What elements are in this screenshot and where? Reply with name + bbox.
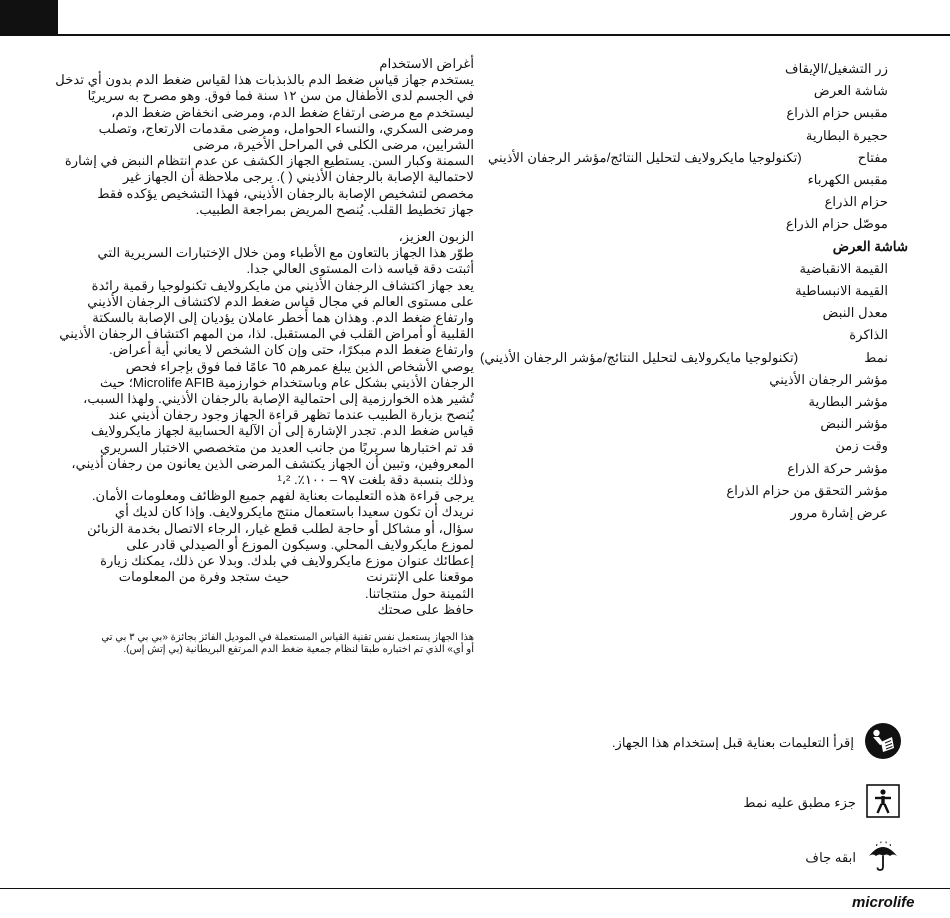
footnote-line: هذا الجهاز يستعمل نفس تقنية القياس المستعملة في الموديل الفائز بجائزة «بي بي ٣ بي تي: [101, 631, 474, 643]
display-list: [480, 258, 888, 524]
parts-item: [480, 213, 888, 235]
display-item-label: وقت زمن: [835, 438, 888, 454]
parts-item-label: زر التشغيل/الإيقاف: [784, 61, 888, 76]
display-item-label: مؤشر النبض: [820, 416, 888, 432]
header-rule: [0, 34, 950, 36]
customer-letter-line: القلبية أو أمراض القلب في المستقبل. لذا، من المهم اكتشاف الرجفان الأذيني: [59, 326, 474, 342]
parts-item: [480, 80, 888, 102]
display-item: [480, 458, 888, 480]
left-column: [12, 56, 474, 657]
symbol-read-instructions-text: إقرأ التعليمات بعناية قبل إستخدام هذا الجهاز.: [611, 734, 854, 750]
customer-letter-line: يوصي الأشخاص الذين يبلغ عمرهم ٦٥ عامًا فما فوق بإجراء فحص: [125, 358, 474, 374]
intended-use-line: جهاز تخطيط القلب. يُنصح المريض بمراجعة الطبيب.: [195, 201, 474, 217]
parts-item-label: مقبس الكهرباء: [807, 172, 888, 188]
display-item: [480, 480, 888, 502]
customer-letter-line: طوّر هذا الجهاز بالتعاون مع الأطباء ومن خلال الإختبارات السريرية التي: [97, 245, 474, 261]
parts-item-label: موصّل حزام الذراع: [785, 216, 888, 232]
instructions-line: سؤال، أو مشاكل أو حاجة لطلب قطع غيار، الرجاء الاتصال بخدمة الزبائن: [87, 520, 474, 536]
display-item-label: مؤشر الرجفان الأذيني: [769, 371, 888, 387]
parts-item: [480, 191, 888, 213]
symbol-read-instructions: [612, 722, 902, 763]
customer-letter-line: الزبون العزيز،: [398, 229, 474, 245]
display-item-label: نمط: [864, 349, 888, 365]
display-item-label: مؤشر حركة الذراع: [787, 460, 888, 476]
footnote: [12, 632, 474, 657]
display-item: [480, 391, 888, 413]
instructions-line: لموزع مايكرولايف المحلي. وسيكون الموزع أو الصيدلي قادر على: [126, 536, 474, 552]
display-heading: شاشة العرض: [832, 238, 908, 254]
display-item: [480, 435, 888, 457]
instructions-line: موقعنا على الإنترنت حيث ستجد وفرة من المعلومات: [118, 569, 474, 585]
microlife-logo: microlife: [852, 894, 915, 911]
page-tab-marker: [0, 0, 58, 36]
display-item: [480, 258, 888, 280]
customer-letter-line: قد تم اختبارها سريريًا من جانب العديد من متخصصي الاختبار السريري: [99, 439, 474, 455]
keep-dry-umbrella-icon: [866, 840, 900, 875]
display-item-label: القيمة الانبساطية: [795, 283, 888, 299]
customer-letter-line: يعد جهاز اكتشاف الرجفان الأذيني من مايكرولايف تكنولوجيا رقمية رائدة: [91, 277, 474, 293]
intended-use-line: السمنة وكبار السن. يستطيع الجهاز الكشف عن عدم انتظام النبض في إشارة: [64, 153, 474, 169]
intended-use-line: الشرايين، مرضى الكلى في المراحل الأخيرة، مرضى: [192, 137, 474, 153]
symbol-keep-dry: [805, 840, 900, 875]
parts-item: [480, 147, 888, 169]
display-item-label: القيمة الانقباضية: [799, 260, 888, 276]
intended-use-section: [12, 56, 474, 218]
instructions-line: حافظ على صحتك: [377, 601, 474, 617]
instructions-line: إعطائك عنوان موزع مايكرولايف في بلدك. وبدلا عن ذلك، يمكنك زيارة: [100, 553, 474, 569]
parts-list: [480, 58, 888, 236]
customer-letter-line: وارتفاع ضغط الدم. وهذان هما أخطر عاملان يؤديان إلى الإصابة بالسكتة: [92, 310, 474, 326]
intended-use-line: مخصص لتشخيص الإصابة بالرجفان الأذيني، فهذا التشخيص يؤكده فقط: [97, 185, 474, 201]
parts-item: [480, 58, 888, 80]
intended-use-line: ومرضى السكري، والنساء الحوامل، ومرضى مقدمات الارتعاج، وتصلب: [98, 120, 474, 136]
parts-item-label: حجيرة البطارية: [805, 127, 888, 143]
display-item-label: معدل النبض: [822, 305, 888, 321]
symbol-applied-part-text: جزء مطبق عليه نمط: [743, 794, 856, 810]
parts-item-label: مقبس حزام الذراع: [786, 105, 888, 121]
symbol-keep-dry-text: ابقه جاف: [805, 849, 856, 865]
customer-letter-line: على مستوى العالم في مجال قياس ضغط الدم لاكتشاف الرجفان الأذيني: [87, 293, 474, 309]
intended-use-heading: أغراض الاستخدام: [379, 56, 474, 71]
parts-item-label: مفتاح: [857, 149, 888, 165]
parts-item: [480, 125, 888, 147]
display-item: [480, 347, 888, 369]
symbol-applied-part: [743, 784, 900, 821]
customer-letter-line: قياس ضغط الدم. تجدر الإشارة إلى أن الآلية الحسابية لجهاز مايكرولايف: [90, 423, 474, 439]
read-instructions-icon: [864, 722, 902, 763]
display-item-label: الذاكرة: [849, 327, 888, 343]
customer-letter-line: وارتفاع ضغط الدم مبكرًا، حتى وإن كان الشخص لا يعاني أية أعراض.: [109, 342, 474, 358]
customer-letter-line: الرجفان الأذيني بشكل عام وباستخدام خوارزمية Microlife AFIB؛ حيث: [99, 374, 474, 390]
display-item-label: عرض إشارة مرور: [790, 505, 888, 521]
customer-letter-line: أثبتت دقة قياسه ذات المستوى العالي جدا.: [246, 261, 474, 277]
customer-letter-line: تُشير هذه الخوارزمية إلى احتمالية الإصابة بالرجفان الأذيني. ولهذا السبب،: [83, 391, 474, 407]
display-item-label: مؤشر التحقق من حزام الذراع: [726, 482, 888, 498]
display-item: [480, 280, 888, 302]
parts-item-label: شاشة العرض: [813, 83, 888, 99]
footer-rule: [0, 888, 950, 889]
intended-use-line: في الجسم لدى الأطفال من سن ١٢ سنة فما فوق. وهو مصرح به سريريًا: [87, 88, 474, 104]
display-item-note: (تكنولوجيا مايكرولايف لتحليل النتائج/مؤشر الرجفان الأذيني): [480, 349, 799, 365]
intended-use-line: يستخدم جهاز قياس ضغط الدم بالذبذبات هذا لقياس ضغط الدم بدون أي تدخل: [55, 72, 474, 88]
instructions-line: نريدك أن تكون سعيدا باستعمال منتج مايكرولايف. وإذا كان لديك أي: [114, 504, 474, 520]
display-item-label: مؤشر البطارية: [808, 394, 888, 410]
display-item: [480, 413, 888, 435]
display-item: [480, 502, 888, 524]
parts-item: [480, 102, 888, 124]
intended-use-line: لاحتمالية الإصابة بالرجفان الأذيني ( ). يرجى ملاحظة أن الجهاز غير: [122, 169, 474, 185]
parts-item: [480, 169, 888, 191]
customer-letter-line: يُنصح بزيارة الطبيب عندما تظهر قراءة الجهاز وجود رجفان أذيني عند: [108, 407, 474, 423]
display-item: [480, 369, 888, 391]
instructions-line: الثمينة حول منتجاتنا.: [364, 585, 474, 601]
parts-item-label: حزام الذراع: [824, 194, 888, 210]
intended-use-line: ليستخدم مع مرضى ارتفاع ضغط الدم، ومرضى انخفاض ضغط الدم،: [111, 104, 474, 120]
footnote-line: أو أي» الذي تم اختباره طبقا لنظام جمعية ضغط الدم المرتفع البريطانية (بي إتش إس).: [123, 644, 474, 656]
right-column: [480, 58, 908, 524]
display-item: [480, 324, 888, 346]
customer-letter-section: [12, 229, 474, 488]
customer-letter-line: وذلك بنسبة دقة بلغت ٩٧ – ١٠٠٪. ¹،²: [277, 472, 474, 488]
parts-item-note: (تكنولوجيا مايكرولايف لتحليل النتائج/مؤشر الرجفان الأذيني: [488, 149, 802, 165]
instructions-section: [12, 488, 474, 618]
instructions-line: يرجى قراءة هذه التعليمات بعناية لفهم جميع الوظائف ومعلومات الأمان.: [91, 488, 474, 504]
type-bf-applied-part-icon: [866, 784, 900, 821]
display-item: [480, 302, 888, 324]
customer-letter-line: المعروفين، وتبين أن الجهاز يكتشف المرضى الذين يعانون من رجفان أذيني،: [71, 455, 474, 471]
